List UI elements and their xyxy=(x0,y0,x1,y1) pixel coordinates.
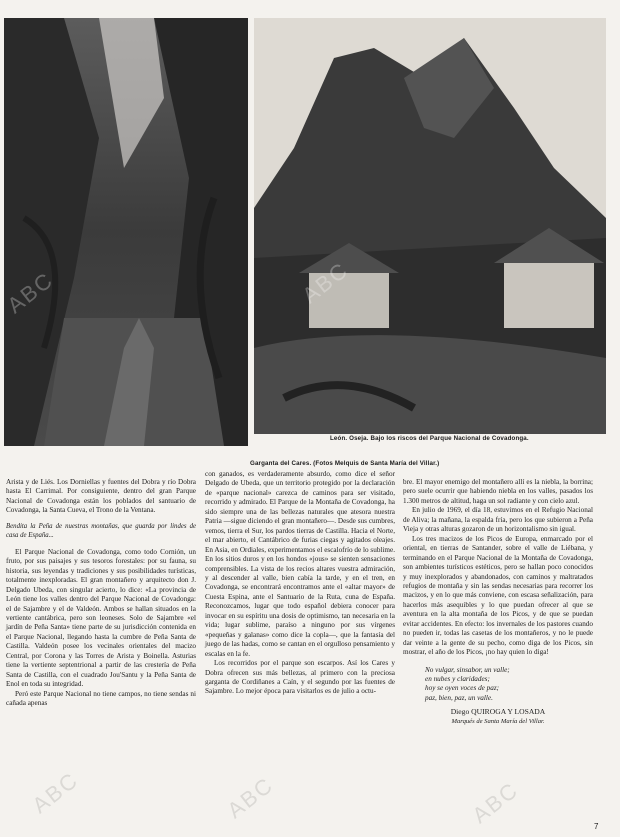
poem xyxy=(425,666,593,704)
caption-leon: León. Oseja. Bajo los riscos del Parque Nacional de Covadonga. xyxy=(330,435,529,442)
poem-line: en nubes y claridades; xyxy=(425,675,490,684)
author-title: Marqués de Santa María del Villar. xyxy=(451,717,545,725)
article-column-3 xyxy=(403,478,593,726)
paragraph: bre. El mayor enemigo del montañero allí es la niebla, la borrina; pero suele ocurrir que habiendo niebla en los valles, pasados los 1.300 metros de altitud, haga un sol radiante y con cielo azul. xyxy=(403,478,593,505)
photo-leon-oseja xyxy=(254,18,606,434)
poem-line: No vulgar, sinsabor, un valle; xyxy=(425,665,510,674)
photo-garganta-del-cares xyxy=(4,18,248,446)
watermark: ABC xyxy=(467,776,524,829)
paragraph: con ganados, es verdaderamente absurdo, como dice el señor Delgado de Ubeda, que un territorio protegido por la declaración de «parque nacional» carezca de caminos para ser visitado, recorrido y admirado. El Parque de la Montaña de Covadonga, ha sido siempre una de las bellezas naturales que atesora nuestra Patria —sigue diciendo el gran montañero—. Desde sus cumbres, vemos, tierra el Sur, los pardos tierras de Castilla. Hacia el Norte, el mar abierto, el Cantábrico de furias ciegas y agitados oleajes. En Asia, en Ordiales, experimentamos el escalofrío de lo sublime. En los sitios duros y en los hondos «jous» se sienten sensaciones comprensibles. La vista de los recios altares vuestra admiración, y al descender al valle, bien cabía la tarde, y en el tren, en Covadonga, se encontrará encontramos ante el «altar mayor» de Cuesta Espina, ante el Santuario de la Ruta, cuna de España. Reconozcamos, lugar que todo español debiera conocer para invocar en su espíritu una dosis de optimismo, tan necesaria en la vida; lugar sublime, paraíso a ninguno por sus vírgenes «pequeñas y galanas» como dice la copla—, que la fantasía del juego de las hadas, como se cantan en el orgulloso pensamiento y escalas en la fe. xyxy=(205,470,395,658)
paragraph: Los tres macizos de los Picos de Europa, enmarcado por el oriental, en tierras de Santander, sobre el valle de Liébana, y terminando en el Parque Nacional de la Montaña de Covadonga, son ambientes turísticos estéticos, pero se hallan poco conocidos y muy inexplorados y abandonados, con caminos y maltratados refugios de montaña y sin las sendas necesarias para recorrer los macizos, y en lo que más conviene, con escasa señalización, para hacerlos más asequibles y lo que puedan ofrecer al que se aventura en la alta montaña de los Picos, y de que se puedan evitar accidentes. En efecto: los invernales de los pastores cuando no pueden ir, todas las casetas de los montañeros, y no le puede dar veinte a la gente de su pecho, como diga de los Picos, sin mostrar, el año de los Picos, ¡no hay quien lo diga! xyxy=(403,534,593,657)
page-number: 7 xyxy=(594,822,599,831)
author-signature: Diego QUIROGA Y LOSADA xyxy=(450,707,546,717)
photo-oseja-graphic xyxy=(254,18,606,434)
article-column-2 xyxy=(205,470,395,697)
watermark: ABC xyxy=(297,256,354,309)
paragraph: En julio de 1969, el día 18, estuvimos en el Refugio Nacional de Aliva; la mañana, la espalda fría, pero los que subieron a Peña Vieja y otras alturas gozaron de un horizontalismo sin igual. xyxy=(403,506,593,534)
quote: Bendita la Peña de nuestras montañas, que guarda por lindes de casa de España... xyxy=(6,522,196,539)
photo-garganta-graphic xyxy=(4,18,248,446)
watermark: ABC xyxy=(27,766,84,819)
poem-line: paz, bien, paz, un valle. xyxy=(425,693,493,702)
paragraph: Peró este Parque Nacional no tiene campos, no tiene sendas ni cañada apenas xyxy=(6,689,196,708)
poem-line: hoy se oyen voces de paz; xyxy=(425,684,500,693)
watermark: ABC xyxy=(2,266,59,319)
paragraph: El Parque Nacional de Covadonga, como todo Cornión, un fruto, por sus paisajes y sus tesoros forestales: por su fauna, su historia, sus leyendas y tradiciones y sus posibilidades turísticas, totalmente inexploradas. El gran montañero y arquitecto don J. Delgado Ubeda, con singular acierto, lo dice: «La provincia de León tiene los valles dentro del Parque Nacional de Covadonga: el de Sajambre y el de Valdeón. Ambos se hallan situados en la vertiente cantábrica, pero son leoneses. Solo de Sajambre «el jardín de Peña Santa» tiene parte de su jurisdicción contenida en el Parque Nacional, llegando hasta la cumbre de Peña Santa de Castilla. Valdeón posee los vecinales orientales del macizo Central, por Corona y las Torres de Arista y Boinella. Asturias tiene la vertiente septentrional a partir de las crestería de Peña Santa de Castilla, con el cuadrado Jou'Santu y la Peña Santa de Enol en toda su integridad. xyxy=(6,547,196,689)
paragraph: Arista y de Liés. Los Dorniellas y fuentes del Dobra y río Dobra hasta El Carrimal. Por consiguiente, dentro del gran Parque Nacional de Covadonga están los poblados del santuario de Covadonga, la Santa Cueva, el Trono de la Ventana. xyxy=(6,478,196,515)
watermark: ABC xyxy=(222,771,279,824)
paragraph: Los recorridos por el parque son escarpos. Así los Cares y Dobra ofrecen sus más bellezas, al primero con la preciosa garganta de Cordiñanes a Caín, y el segundo por las fuentes de Sajambre. Lo mejor época para visitarlos es de julio a octu- xyxy=(205,659,395,696)
article-column-1 xyxy=(6,478,196,709)
caption-garganta: Garganta del Cares. (Fotos Melquis de Santa María del Villar.) xyxy=(250,460,440,467)
